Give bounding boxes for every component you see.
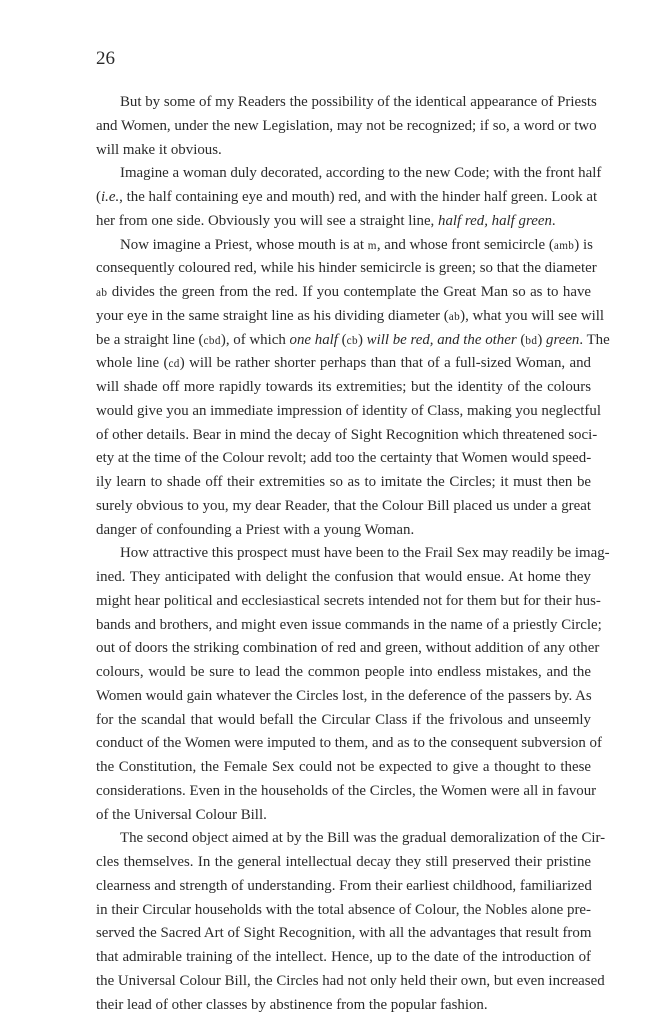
text-line: [96, 804, 591, 828]
text-run: the Universal Colour Bill, the Circles had not only held their own, but even increased: [96, 973, 605, 989]
text-run: cles themselves. In the general intellectual decay they still preserved their pristine: [96, 854, 591, 870]
text-line: [96, 400, 591, 424]
small-caps-label: m: [368, 240, 377, 252]
text-run: Women would gain whatever the Circles lost, in the deference of the passers by. As: [96, 688, 592, 704]
text-line: [96, 234, 591, 258]
text-line: [96, 257, 591, 281]
small-caps-label: ab: [96, 287, 107, 299]
text-line: [96, 661, 591, 685]
text-line: [96, 851, 591, 875]
text-line: [96, 780, 591, 804]
paragraph: [96, 827, 591, 1017]
text-run: bands and brothers, and might even issue commands in the name of a priestly Circle;: [96, 617, 602, 633]
text-run: whole line (: [96, 355, 168, 371]
text-run: (: [96, 189, 101, 205]
text-run: ety at the time of the Colour revolt; add too the certainty that Women would speed-: [96, 450, 591, 466]
italic-text: one half: [290, 332, 338, 348]
text-line: [96, 685, 591, 709]
text-run: your eye in the same straight line as his dividing diameter (: [96, 308, 449, 324]
text-run: ily learn to shade off their extremities so as to imitate the Circles; it must then be: [96, 474, 591, 490]
text-run: (: [517, 332, 526, 348]
text-run: served the Sacred Art of Sight Recognition, with all the advantages that result from: [96, 925, 591, 941]
text-line: [96, 186, 591, 210]
text-run: The second object aimed at by the Bill was the gradual demoralization of the Cir-: [120, 830, 605, 846]
text-run: ined. They anticipated with delight the confusion that would ensue. At home they: [96, 569, 591, 585]
small-caps-label: bd: [525, 335, 537, 347]
paragraph: [96, 234, 591, 543]
text-run: colours, would be sure to lead the common people into endless mistakes, and the: [96, 664, 591, 680]
italic-text: will be red, and the other: [367, 332, 517, 348]
text-line: [96, 139, 591, 163]
text-line: [96, 709, 591, 733]
text-line: [96, 637, 591, 661]
text-run: Imagine a woman duly decorated, according to the new Code; with the front half: [120, 165, 601, 181]
text-line: [96, 376, 591, 400]
text-run: their lead of other classes by abstinence from the popular fashion.: [96, 997, 488, 1013]
text-run: will shade off more rapidly towards its extremities; but the identity of the colours: [96, 379, 591, 395]
text-line: [96, 542, 591, 566]
text-run: clearness and strength of understanding. From their earliest childhood, familiarized: [96, 878, 592, 894]
text-run: ) is: [574, 237, 593, 253]
text-line: [96, 590, 591, 614]
text-run: , the half containing eye and mouth) red, and with the hinder half green. Look at: [119, 189, 597, 205]
text-run: conduct of the Women were imputed to them, and as to the consequent subversion of: [96, 735, 602, 751]
text-run: the Constitution, the Female Sex could not be expected to give a thought to these: [96, 759, 591, 775]
text-line: [96, 899, 591, 923]
text-line: [96, 756, 591, 780]
text-run: of other details. Bear in mind the decay of Sight Recognition which threatened soci-: [96, 427, 597, 443]
text-line: [96, 91, 591, 115]
small-caps-label: cbd: [204, 335, 221, 347]
body-text: [96, 91, 591, 1017]
small-caps-label: cd: [168, 358, 179, 370]
text-run: will make it obvious.: [96, 142, 222, 158]
text-line: [96, 281, 591, 305]
text-run: But by some of my Readers the possibility of the identical appearance of Priests: [120, 94, 597, 110]
text-run: for the scandal that would befall the Circular Class if the frivolous and unseemly: [96, 712, 591, 728]
text-line: [96, 566, 591, 590]
text-line: [96, 329, 591, 353]
small-caps-label: ab: [449, 311, 460, 323]
text-run: that admirable training of the intellect. Hence, up to the date of the introduction of: [96, 949, 591, 965]
paragraph: [96, 162, 591, 233]
text-run: out of doors the striking combination of red and green, without addition of any other: [96, 640, 599, 656]
text-line: [96, 495, 591, 519]
text-run: be a straight line (: [96, 332, 204, 348]
text-run: ): [358, 332, 367, 348]
text-line: [96, 614, 591, 638]
text-run: ), of which: [221, 332, 290, 348]
italic-text: i.e.: [101, 189, 119, 205]
text-run: Now imagine a Priest, whose mouth is at: [120, 237, 368, 253]
text-run: would give you an immediate impression of identity of Class, making you neglectful: [96, 403, 601, 419]
text-run: How attractive this prospect must have been to the Frail Sex may readily be imag-: [120, 545, 610, 561]
text-line: [96, 827, 591, 851]
text-run: danger of confounding a Priest with a young Woman.: [96, 522, 414, 538]
text-run: , and whose front semicircle (: [377, 237, 554, 253]
text-line: [96, 162, 591, 186]
page-number: 26: [96, 48, 115, 70]
paragraph: [96, 542, 591, 827]
small-caps-label: amb: [554, 240, 574, 252]
text-line: [96, 424, 591, 448]
small-caps-label: cb: [347, 335, 358, 347]
text-run: . The: [579, 332, 609, 348]
text-run: might hear political and ecclesiastical secrets intended not for them but for their hus-: [96, 593, 601, 609]
text-run: divides the green from the red. If you contemplate the Great Man so as to have: [107, 284, 591, 300]
text-line: [96, 922, 591, 946]
text-line: [96, 519, 591, 543]
text-line: [96, 875, 591, 899]
italic-text: green: [546, 332, 579, 348]
italic-text: half red, half green: [438, 213, 552, 229]
text-line: [96, 447, 591, 471]
text-run: surely obvious to you, my dear Reader, that the Colour Bill placed us under a great: [96, 498, 591, 514]
text-run: ), what you will see will: [460, 308, 604, 324]
text-line: [96, 994, 591, 1017]
text-run: her from one side. Obviously you will see a straight line,: [96, 213, 438, 229]
text-line: [96, 305, 591, 329]
text-line: [96, 732, 591, 756]
text-run: in their Circular households with the total absence of Colour, the Nobles alone pre-: [96, 902, 591, 918]
text-line: [96, 352, 591, 376]
text-run: of the Universal Colour Bill.: [96, 807, 267, 823]
text-line: [96, 115, 591, 139]
text-line: [96, 471, 591, 495]
text-run: .: [552, 213, 556, 229]
text-run: consequently coloured red, while his hinder semicircle is green; so that the diameter: [96, 260, 597, 276]
text-line: [96, 210, 591, 234]
text-line: [96, 970, 591, 994]
paragraph: [96, 91, 591, 162]
text-line: [96, 946, 591, 970]
text-run: ) will be rather shorter perhaps than that of a full-sized Woman, and: [180, 355, 591, 371]
text-run: considerations. Even in the households of the Circles, the Women were all in favour: [96, 783, 596, 799]
text-run: and Women, under the new Legislation, may not be recognized; if so, a word or two: [96, 118, 597, 134]
text-run: (: [338, 332, 347, 348]
text-run: ): [537, 332, 546, 348]
